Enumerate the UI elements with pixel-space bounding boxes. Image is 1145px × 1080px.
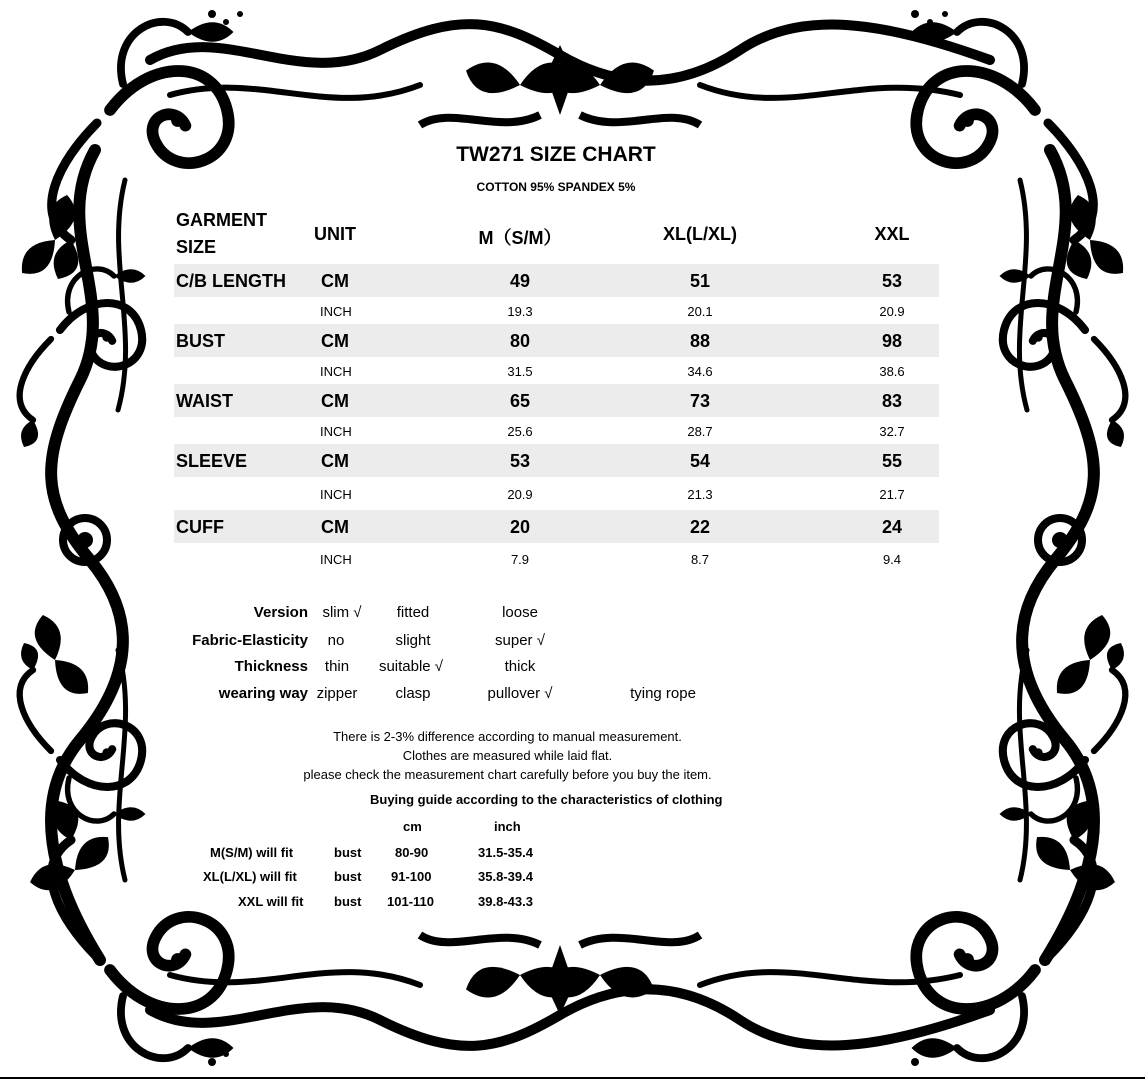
attr-option: fitted xyxy=(396,604,430,621)
row-label: SLEEVE xyxy=(176,451,248,471)
header-garment: GARMENT xyxy=(176,210,267,230)
page-title: TW271 SIZE CHART xyxy=(456,143,656,166)
attr-option: no xyxy=(327,632,345,649)
value-cm: 53 xyxy=(881,271,903,291)
value-inch: 21.3 xyxy=(687,487,713,502)
value-inch: 38.6 xyxy=(879,364,905,379)
row-label: C/B LENGTH xyxy=(176,271,286,291)
unit-inch: INCH xyxy=(320,487,352,502)
guide-part: bust xyxy=(334,869,362,884)
attr-option: clasp xyxy=(395,685,431,702)
guide-inch: 31.5-35.4 xyxy=(478,845,533,860)
header-size-xl: XL(L/XL) xyxy=(663,224,737,244)
value-inch: 9.4 xyxy=(882,552,902,567)
header-size: SIZE xyxy=(176,237,217,257)
attr-option: super √ xyxy=(495,632,545,649)
value-cm: 65 xyxy=(509,391,531,411)
value-cm: 22 xyxy=(689,517,711,537)
guide-col-cm: cm xyxy=(403,819,422,834)
attr-option: slim √ xyxy=(322,604,362,621)
unit-inch: INCH xyxy=(320,424,352,439)
row-label: WAIST xyxy=(176,391,233,411)
value-cm: 73 xyxy=(689,391,711,411)
attr-label-wearing-way: wearing way xyxy=(218,685,308,702)
value-cm: 55 xyxy=(881,451,903,471)
guide-cm: 101-110 xyxy=(387,894,434,909)
attr-option: pullover √ xyxy=(487,685,553,702)
value-inch: 20.9 xyxy=(879,304,905,319)
unit-cm: CM xyxy=(321,271,349,291)
unit-cm: CM xyxy=(321,517,349,537)
value-cm: 54 xyxy=(689,451,711,471)
unit-cm: CM xyxy=(321,391,349,411)
value-inch: 21.7 xyxy=(879,487,905,502)
value-cm: 20 xyxy=(509,517,531,537)
header-size-xxl: XXL xyxy=(874,224,910,244)
value-inch: 8.7 xyxy=(690,552,710,567)
value-inch: 7.9 xyxy=(510,552,530,567)
guide-inch: 35.8-39.4 xyxy=(478,869,533,884)
value-cm: 83 xyxy=(881,391,903,411)
value-cm: 98 xyxy=(881,331,903,351)
attr-label-thickness: Thickness xyxy=(234,658,308,675)
row-label: BUST xyxy=(176,331,225,351)
guide-cm: 80-90 xyxy=(395,845,429,860)
value-inch: 20.1 xyxy=(687,304,713,319)
unit-inch: INCH xyxy=(320,304,352,319)
attr-option: loose xyxy=(502,604,538,621)
unit-cm: CM xyxy=(321,451,349,471)
unit-inch: INCH xyxy=(320,364,352,379)
attr-option: suitable √ xyxy=(378,658,444,675)
guide-title: Buying guide according to the characteristics of clothing xyxy=(370,792,723,807)
value-cm: 88 xyxy=(689,331,711,351)
value-inch: 32.7 xyxy=(879,424,905,439)
value-inch: 28.7 xyxy=(687,424,713,439)
guide-cm: 91-100 xyxy=(391,869,432,884)
value-cm: 24 xyxy=(881,517,903,537)
guide-inch: 39.8-43.3 xyxy=(478,894,533,909)
guide-col-inch: inch xyxy=(494,819,521,834)
value-cm: 49 xyxy=(509,271,531,291)
attr-option: zipper xyxy=(316,685,358,702)
row-label: CUFF xyxy=(176,517,224,537)
bottom-divider xyxy=(0,1077,1145,1079)
note-line: please check the measurement chart carefully before you buy the item. xyxy=(303,767,712,782)
header-size-m: M（S/M） xyxy=(478,228,562,248)
guide-fit: XL(L/XL) will fit xyxy=(203,869,297,884)
unit-inch: INCH xyxy=(320,552,352,567)
attr-label-elasticity: Fabric-Elasticity xyxy=(192,632,308,649)
attr-label-version: Version xyxy=(253,604,308,621)
note-line: There is 2-3% difference according to manual measurement. xyxy=(333,729,682,744)
value-inch: 31.5 xyxy=(507,364,533,379)
guide-fit: XXL will fit xyxy=(238,894,304,909)
guide-part: bust xyxy=(334,894,362,909)
attr-option: tying rope xyxy=(630,685,696,702)
value-inch: 34.6 xyxy=(687,364,713,379)
value-inch: 19.3 xyxy=(507,304,533,319)
header-unit: UNIT xyxy=(314,224,356,244)
value-inch: 20.9 xyxy=(507,487,533,502)
value-cm: 51 xyxy=(689,271,711,291)
value-inch: 25.6 xyxy=(507,424,533,439)
guide-part: bust xyxy=(334,845,362,860)
attr-option: thin xyxy=(324,658,350,675)
value-cm: 80 xyxy=(509,331,531,351)
value-cm: 53 xyxy=(509,451,531,471)
guide-fit: M(S/M) will fit xyxy=(210,845,294,860)
attr-option: slight xyxy=(395,632,431,649)
attr-option: thick xyxy=(504,658,536,675)
note-line: Clothes are measured while laid flat. xyxy=(402,748,613,763)
unit-cm: CM xyxy=(321,331,349,351)
fabric-composition: COTTON 95% SPANDEX 5% xyxy=(476,180,636,194)
